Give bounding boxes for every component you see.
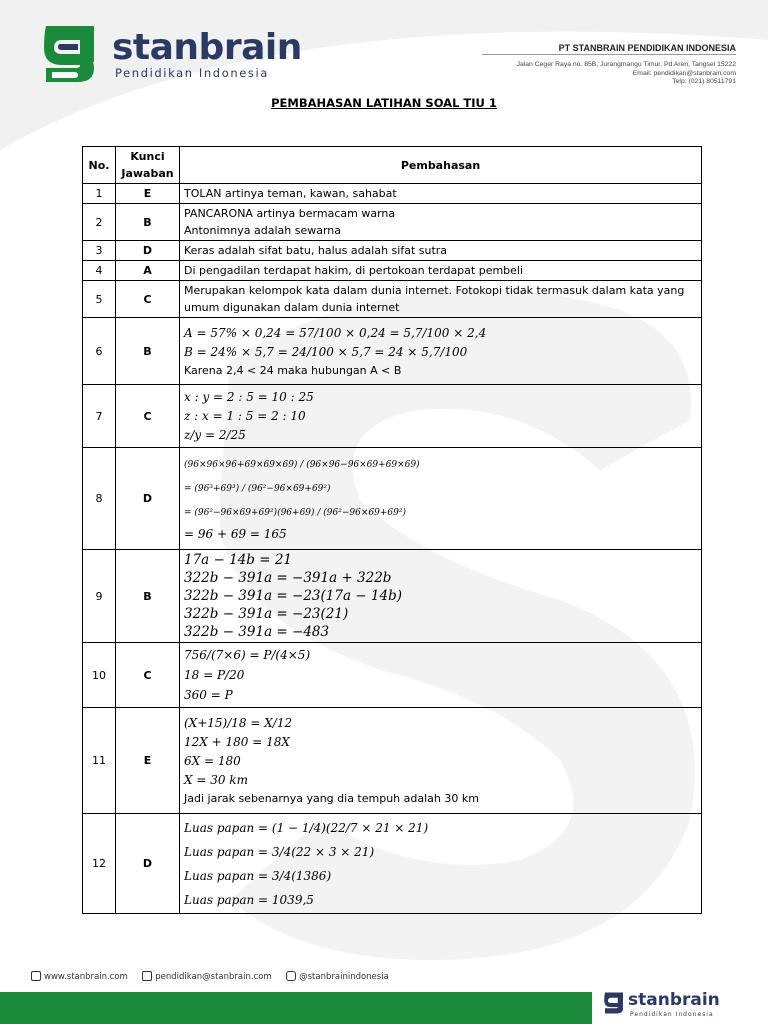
math-line: Luas papan = (1 − 1/4)(22/7 × 21 × 21) bbox=[184, 820, 429, 835]
footer-email[interactable]: pendidikan@stanbrain.com bbox=[155, 972, 272, 982]
row-explanation bbox=[180, 814, 702, 914]
header-explanation: Pembahasan bbox=[180, 147, 702, 184]
company-address: Jalan Ceger Raya no. 85B, Jurangmangu Timur, Pd Aren, Tangsel 15222 bbox=[516, 61, 736, 68]
document-title: PEMBAHASAN LATIHAN SOAL TIU 1 bbox=[271, 96, 497, 110]
math-line: X = 30 km bbox=[184, 773, 248, 787]
row-number: 5 bbox=[83, 281, 116, 318]
row-number: 12 bbox=[83, 814, 116, 914]
row-explanation bbox=[180, 643, 702, 708]
row-explanation bbox=[180, 184, 702, 204]
math-line: 756/(7×6) = P/(4×5) bbox=[184, 648, 311, 662]
math-line: B = 24% × 5,7 = 24/100 × 5,7 = 24 × 5,7/100 bbox=[184, 344, 468, 359]
row-explanation bbox=[180, 708, 702, 814]
row-key: C bbox=[116, 643, 180, 708]
math-line: x : y = 2 : 5 = 10 : 25 bbox=[184, 389, 314, 404]
row-number: 3 bbox=[83, 241, 116, 261]
instagram-icon bbox=[286, 971, 296, 981]
row-explanation bbox=[180, 204, 702, 241]
math-line: 360 = P bbox=[184, 688, 233, 702]
math-line: 6X = 180 bbox=[184, 754, 241, 768]
row-number: 9 bbox=[83, 550, 116, 643]
math-line: Luas papan = 1039,5 bbox=[184, 892, 314, 907]
table-row bbox=[83, 643, 702, 708]
table-row bbox=[83, 814, 702, 914]
row-key: A bbox=[116, 261, 180, 281]
stanbrain-logo-icon bbox=[38, 22, 102, 86]
row-key: C bbox=[116, 281, 180, 318]
row-key: C bbox=[116, 385, 180, 448]
explanation-line: Di pengadilan terdapat hakim, di pertokoan terdapat pembeli bbox=[184, 264, 524, 277]
row-explanation bbox=[180, 281, 702, 318]
math-line: z/y = 2/25 bbox=[184, 427, 246, 442]
table-row bbox=[83, 708, 702, 814]
row-explanation bbox=[180, 550, 702, 643]
answer-table bbox=[82, 146, 702, 914]
footer-website[interactable]: www.stanbrain.com bbox=[44, 972, 128, 982]
row-number: 1 bbox=[83, 184, 116, 204]
explanation-line: TOLAN artinya teman, kawan, sahabat bbox=[184, 187, 397, 200]
row-number: 4 bbox=[83, 261, 116, 281]
row-key: B bbox=[116, 204, 180, 241]
math-line: 17a − 14b = 21 bbox=[184, 552, 293, 568]
math-line: 322b − 391a = −23(21) bbox=[184, 606, 349, 622]
math-line: = (96²−96×69+69²)(96+69) / (96²−96×69+69²) bbox=[184, 508, 406, 518]
row-key: D bbox=[116, 241, 180, 261]
row-explanation bbox=[180, 385, 702, 448]
table-row bbox=[83, 261, 702, 281]
table-row bbox=[83, 448, 702, 550]
math-line: (96×96×96+69×69×69) / (96×96−96×69+69×69) bbox=[184, 460, 420, 470]
header-key-label: Kunci Jawaban bbox=[121, 150, 174, 180]
header-no: No. bbox=[83, 147, 116, 184]
explanation-line: Antonimnya adalah sewarna bbox=[184, 224, 342, 237]
math-line: 322b − 391a = −483 bbox=[184, 624, 330, 640]
footer-instagram[interactable]: @stanbrainindonesia bbox=[299, 972, 389, 982]
table-row bbox=[83, 385, 702, 448]
explanation-line: Merupakan kelompok kata dalam dunia internet. Fotokopi tidak termasuk dalam kata yang umum digunakan dalam dunia internet bbox=[184, 284, 685, 314]
footer-brand-name: stanbrain bbox=[628, 990, 720, 1010]
row-number: 11 bbox=[83, 708, 116, 814]
stanbrain-logo-icon bbox=[602, 991, 626, 1015]
row-number: 2 bbox=[83, 204, 116, 241]
row-key: E bbox=[116, 708, 180, 814]
table-row bbox=[83, 281, 702, 318]
math-line: Karena 2,4 < 24 maka hubungan A < B bbox=[184, 363, 402, 377]
table-row bbox=[83, 204, 702, 241]
row-key: B bbox=[116, 550, 180, 643]
math-line: Jadi jarak sebenarnya yang dia tempuh adalah 30 km bbox=[184, 792, 479, 805]
footer-contacts bbox=[31, 971, 389, 982]
company-email: Email: pendidikan@stanbrain.com bbox=[632, 69, 736, 77]
table-header-row bbox=[83, 147, 702, 184]
web-icon bbox=[31, 971, 41, 981]
math-line: 12X + 180 = 18X bbox=[184, 735, 290, 749]
row-key: D bbox=[116, 814, 180, 914]
mail-icon bbox=[142, 971, 152, 981]
explanation-line: PANCARONA artinya bermacam warna bbox=[184, 207, 396, 220]
brand-logo bbox=[38, 22, 302, 88]
company-divider bbox=[482, 54, 736, 55]
math-line: 322b − 391a = −23(17a − 14b) bbox=[184, 588, 402, 604]
row-number: 10 bbox=[83, 643, 116, 708]
row-explanation bbox=[180, 318, 702, 385]
row-number: 6 bbox=[83, 318, 116, 385]
brand-subtitle: Pendidikan Indonesia bbox=[115, 66, 269, 80]
row-key: D bbox=[116, 448, 180, 550]
brand-name: stanbrain bbox=[112, 27, 302, 68]
math-line: 18 = P/20 bbox=[184, 668, 245, 682]
math-line: (X+15)/18 = X/12 bbox=[184, 716, 293, 730]
row-key: E bbox=[116, 184, 180, 204]
math-line: A = 57% × 0,24 = 57/100 × 0,24 = 5,7/100 × 2,4 bbox=[184, 325, 487, 340]
footer-brand-subtitle: Pendidikan Indonesia bbox=[630, 1011, 714, 1018]
row-explanation bbox=[180, 448, 702, 550]
company-name: PT STANBRAIN PENDIDIKAN INDONESIA bbox=[558, 43, 736, 53]
table-row bbox=[83, 318, 702, 385]
footer-logo bbox=[592, 986, 768, 1024]
header-key bbox=[116, 147, 180, 184]
company-contact bbox=[517, 61, 736, 87]
table-row bbox=[83, 184, 702, 204]
row-key: B bbox=[116, 318, 180, 385]
row-number: 8 bbox=[83, 448, 116, 550]
table-row bbox=[83, 550, 702, 643]
math-line: = (96³+69³) / (96²−96×69+69²) bbox=[184, 484, 331, 494]
row-explanation bbox=[180, 261, 702, 281]
row-explanation bbox=[180, 241, 702, 261]
company-phone: Telp: (021) 80511791 bbox=[672, 78, 736, 85]
table-row bbox=[83, 241, 702, 261]
math-line: Luas papan = 3/4(1386) bbox=[184, 868, 332, 883]
row-number: 7 bbox=[83, 385, 116, 448]
math-line: z : x = 1 : 5 = 2 : 10 bbox=[184, 408, 306, 423]
math-line: Luas papan = 3/4(22 × 3 × 21) bbox=[184, 844, 375, 859]
math-line: 322b − 391a = −391a + 322b bbox=[184, 570, 392, 586]
explanation-line: Keras adalah sifat batu, halus adalah sifat sutra bbox=[184, 244, 448, 257]
math-line: = 96 + 69 = 165 bbox=[184, 527, 287, 541]
